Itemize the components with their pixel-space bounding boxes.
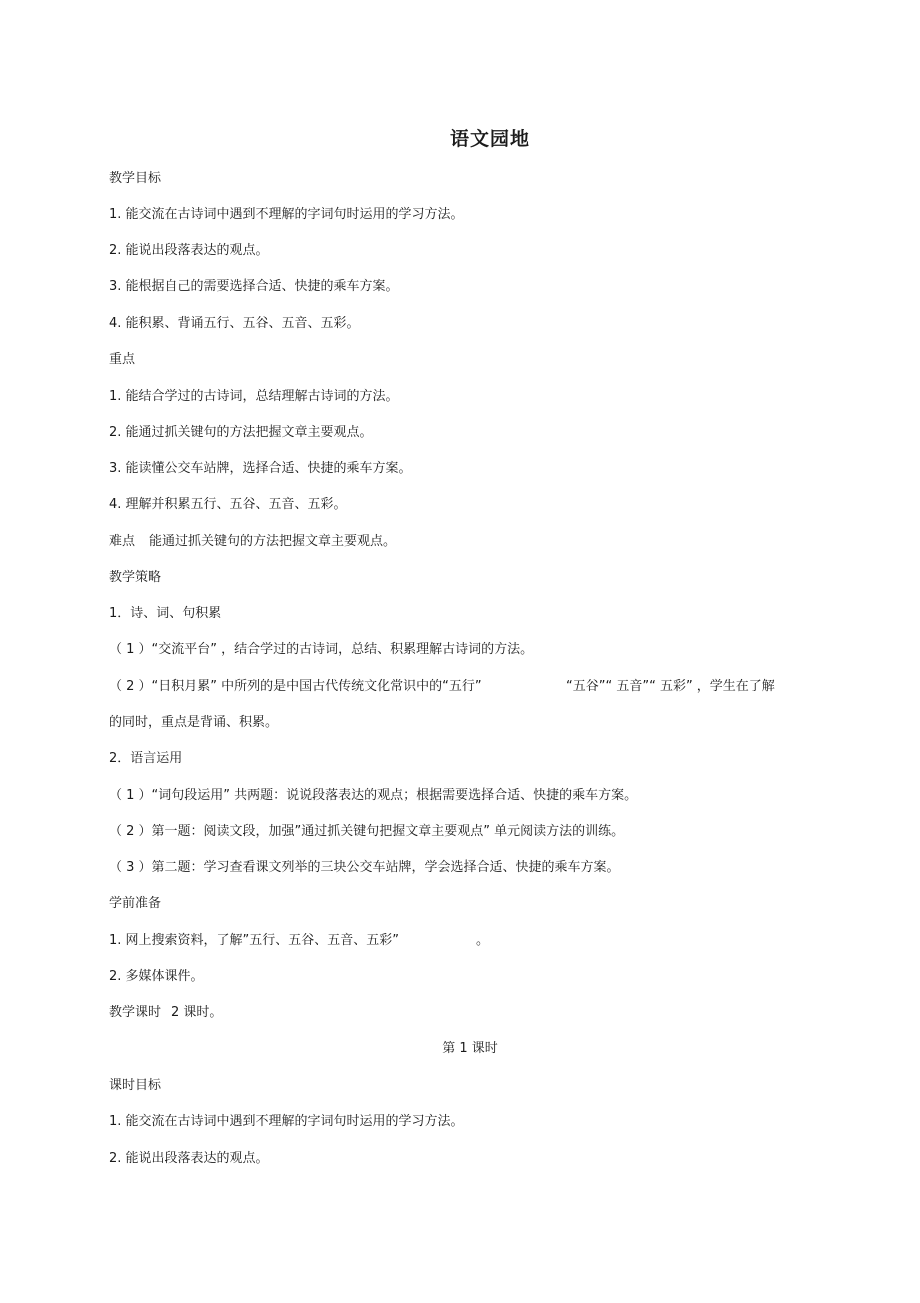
strategy-item-1-1: （ 1 ）“交流平台” ，结合学过的古诗词，总结、积累理解古诗词的方法。 — [109, 642, 534, 657]
preparation-item-1-end: 。 — [476, 933, 490, 948]
difficulty-text: 能通过抓关键句的方法把握文章主要观点。 — [149, 534, 397, 549]
lesson-goal-1: 1. 能交流在古诗词中遇到不理解的字词句时运用的学习方法。 — [109, 1114, 464, 1129]
goal-item-3: 3. 能根据自己的需要选择合适、快捷的乘车方案。 — [109, 279, 399, 294]
teaching-hours-value: 2 课时。 — [171, 1005, 223, 1020]
strategy-item-1-2 — [109, 678, 482, 696]
goal-item-2: 2. 能说出段落表达的观点。 — [109, 243, 269, 258]
difficulty-line — [109, 533, 396, 551]
strategy-section-1: 1．诗、词、句积累 — [109, 606, 222, 621]
preparation-item-2: 2. 多媒体课件。 — [109, 969, 204, 984]
difficulty-label: 难点 — [109, 534, 136, 549]
teaching-hours-line — [109, 1004, 222, 1022]
preparation-item-1: 1. 网上搜索资料，了解”五行、五谷、五音、五彩” — [109, 933, 400, 948]
key-points-heading: 重点 — [109, 352, 136, 367]
key-point-3: 3. 能读懂公交车站牌，选择合适、快捷的乘车方案。 — [109, 461, 412, 476]
lesson-goals-heading: 课时目标 — [109, 1078, 162, 1093]
strategy-item-1-2-part-a: （ 2 ）“日积月累” 中所列的是中国古代传统文化常识中的“五行” — [109, 679, 482, 694]
document-title: 语文园地 — [449, 128, 530, 150]
teaching-goals-heading: 教学目标 — [109, 171, 162, 186]
goal-item-1: 1. 能交流在古诗词中遇到不理解的字词句时运用的学习方法。 — [109, 207, 464, 222]
key-point-4: 4. 理解并积累五行、五谷、五音、五彩。 — [109, 497, 347, 512]
teaching-strategy-heading: 教学策略 — [109, 570, 162, 585]
strategy-item-1-2-continued: 的同时，重点是背诵、积累。 — [109, 715, 279, 730]
key-point-1: 1. 能结合学过的古诗词，总结理解古诗词的方法。 — [109, 389, 399, 404]
strategy-item-2-2: （ 2 ）第一题：阅读文段，加强”通过抓关键句把握文章主要观点” 单元阅读方法的训练。 — [109, 824, 625, 839]
strategy-item-2-3: （ 3 ）第二题：学习查看课文列举的三块公交车站牌，学会选择合适、快捷的乘车方案。 — [109, 860, 620, 875]
strategy-section-2: 2．语言运用 — [109, 751, 183, 766]
key-point-2: 2. 能通过抓关键句的方法把握文章主要观点。 — [109, 425, 373, 440]
lesson-goal-2: 2. 能说出段落表达的观点。 — [109, 1151, 269, 1166]
lesson-heading: 第 1 课时 — [442, 1041, 498, 1056]
preparation-heading: 学前准备 — [109, 896, 162, 911]
strategy-item-2-1: （ 1 ）“词句段运用” 共两题：说说段落表达的观点；根据需要选择合适、快捷的乘车方案。 — [109, 788, 638, 803]
teaching-hours-label: 教学课时 — [109, 1005, 162, 1020]
strategy-item-1-2-part-b: “五谷”“ 五音”“ 五彩” ，学生在了解 — [566, 679, 775, 694]
goal-item-4: 4. 能积累、背诵五行、五谷、五音、五彩。 — [109, 316, 360, 331]
